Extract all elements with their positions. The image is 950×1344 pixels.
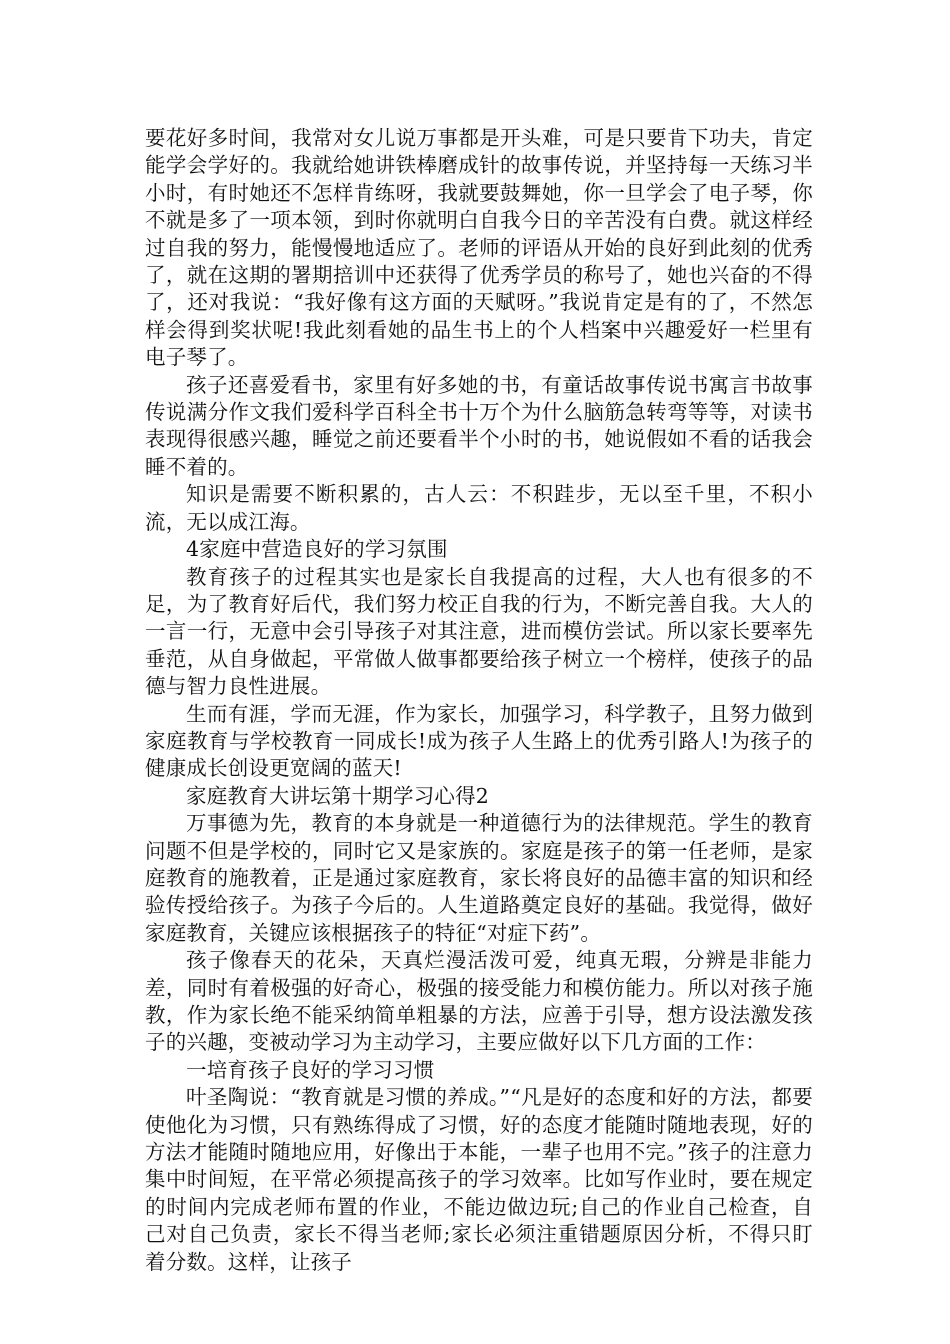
article-title-2: 家庭教育大讲坛第十期学习心得2 (186, 783, 490, 808)
paragraph-moral-first: 万事德为先，教育的本身就是一种道德行为的法律规范。学生的教育问题不但是学校的，同时它又是家族的。家庭是孩子的第一任老师，是家庭教育的施教着，正是通过家庭教育，家长将良好的品德丰富的知识和经验传授给孩子。为孩子今后的。人生道路奠定良好的基础。我觉得，做好家庭教育，关键应该根据孩子的特征“对症下药”。 (145, 811, 813, 945)
section-heading-study-habits: 一培育孩子良好的学习习惯 (186, 1057, 435, 1082)
paragraph-reading-habit: 孩子还喜爱看书，家里有好多她的书，有童话故事传说书寓言书故事传说满分作文我们爱科学百科全书十万个为什么脑筋急转弯等等，对读书表现得很感兴趣，睡觉之前还要看半个小时的书，她说假如不看的话我会睡不着的。 (145, 372, 813, 479)
document-page (145, 125, 813, 1276)
paragraph-children-like-flowers: 孩子像春天的花朵，天真烂漫活泼可爱，纯真无瑕，分辨是非能力差，同时有着极强的好奇心，极强的接受能力和模仿能力。所以对孩子施教，作为家长绝不能采纳简单粗暴的方法，应善于引导，想方设法激发孩子的兴趣，变被动学习为主动学习，主要应做好以下几方面的工作： (145, 948, 813, 1055)
section-heading-learning-atmosphere: 4家庭中营造良好的学习氛围 (186, 537, 448, 562)
paragraph-accumulate-knowledge: 知识是需要不断积累的，古人云：不积跬步，无以至千里，不积小流，无以成江海。 (145, 482, 813, 534)
paragraph-continuation: 要花好多时间，我常对女儿说万事都是开头难，可是只要肯下功夫，肯定能学会学好的。我就给她讲铁棒磨成针的故事传说，并坚持每一天练习半小时，有时她还不怎样肯练呀，我就要鼓舞她，你一旦学会了电子琴，你不就是多了一项本领，到时你就明白自我今日的辛苦没有白费。就这样经过自我的努力，能慢慢地适应了。老师的评语从开始的良好到此刻的优秀了，就在这期的署期掊训中还获得了优秀学员的称号了，她也兴奋的不得了，还对我说：“我好像有这方面的天赋呀。”我说肯定是有的了，不然怎样会得到奖状呢!我此刻看她的品生书上的个人档案中兴趣爱好一栏里有电子琴了。 (145, 126, 813, 370)
paragraph-lifelong-learning: 生而有涯，学而无涯，作为家长，加强学习，科学教子，且努力做到家庭教育与学校教育一同成长!成为孩子人生路上的优秀引路人!为孩子的健康成长创设更宽阔的蓝天! (145, 701, 813, 781)
paragraph-parent-self-improvement: 教育孩子的过程其实也是家长自我提高的过程，大人也有很多的不足，为了教育好后代，我们努力校正自我的行为，不断完善自我。大人的一言一行，无意中会引导孩子对其注意，进而模仿尝试。所以家长要率先垂范，从自身做起，平常做人做事都要给孩子树立一个榜样，使孩子的品德与智力良性进展。 (145, 564, 813, 699)
paragraph-ye-shengtao-quote: 叶圣陶说：“教育就是习惯的养成。”“凡是好的态度和好的方法，都要使他化为习惯，只有熟练得成了习惯，好的态度才能随时随地表现，好的方法才能随时随地应用，好像出于本能，一辈子也用不完。”孩子的注意力集中时间短，在平常必须提高孩子的学习效率。比如写作业时，要在规定的时间内完成老师布置的作业，不能边做边玩;自己的作业自己检查，自己对自己负责，家长不得当老师;家长必须注重错题原因分析，不得只盯着分数。这样，让孩子 (145, 1085, 813, 1274)
